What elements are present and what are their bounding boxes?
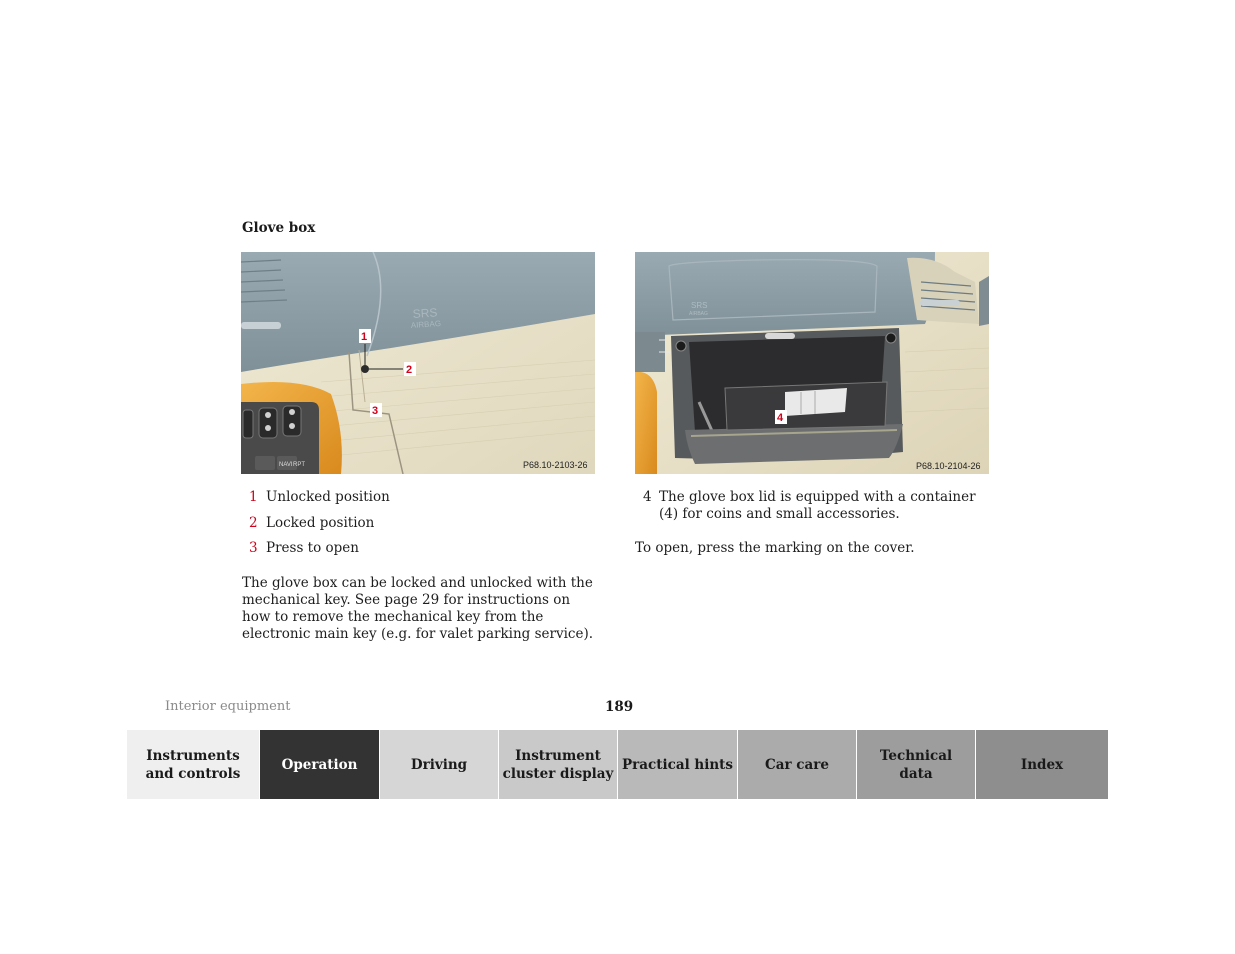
figure-code: P68.10-2104-26 [916, 461, 981, 471]
legend-text: Locked position [266, 514, 375, 531]
rpt-switch-label: RPT [293, 462, 305, 468]
section-title: Glove box [242, 220, 316, 236]
tab-practical-hints[interactable]: Practical hints [617, 730, 737, 799]
navi-switch-label: NAVI [279, 462, 293, 468]
airbag-emboss: AIRBAG [410, 318, 442, 330]
legend-item [249, 515, 390, 532]
tab-instrument-cluster-display[interactable]: Instrument cluster display [498, 730, 617, 799]
chapter-nav [127, 730, 1108, 799]
locking-paragraph: The glove box can be locked and unlocked with the mechanical key. See page 29 for instructions on how to remove the mechanical key from the electronic main key (e.g. for valet parking service). [242, 575, 593, 642]
page-number: 189 [605, 699, 634, 715]
container-item [643, 489, 988, 523]
item-number: 4 [643, 489, 652, 505]
callout-4: 4 [777, 412, 784, 424]
tab-index[interactable]: Index [975, 730, 1108, 799]
figure-code: P68.10-2103-26 [523, 460, 588, 470]
tab-driving[interactable]: Driving [379, 730, 498, 799]
legend-item [249, 540, 390, 557]
airbag-emboss: AIRBAG [689, 311, 708, 317]
legend-number: 1 [249, 489, 258, 505]
callout-2: 2 [406, 364, 413, 376]
tab-technical-data[interactable]: Technical data [856, 730, 975, 799]
srs-emboss: SRS [412, 305, 438, 321]
legend-number: 2 [249, 514, 258, 531]
glove-box-open-illustration [635, 252, 989, 474]
callout-1: 1 [361, 331, 368, 343]
tab-operation[interactable]: Operation [259, 730, 379, 799]
callout-legend [249, 489, 390, 566]
tab-car-care[interactable]: Car care [737, 730, 856, 799]
callout-3: 3 [372, 405, 379, 417]
legend-text: Press to open [266, 540, 359, 556]
footer-section-title: Interior equipment [165, 699, 291, 714]
tab-instruments-and-controls[interactable]: Instruments and controls [127, 730, 259, 799]
srs-emboss: SRS [691, 301, 708, 310]
item-text: The glove box lid is equipped with a container (4) for coins and small accessories. [659, 489, 976, 522]
open-instruction: To open, press the marking on the cover. [635, 540, 915, 556]
legend-number: 3 [249, 540, 258, 556]
legend-item [249, 489, 390, 506]
glove-box-locked-illustration [241, 252, 595, 474]
legend-text: Unlocked position [266, 489, 390, 505]
